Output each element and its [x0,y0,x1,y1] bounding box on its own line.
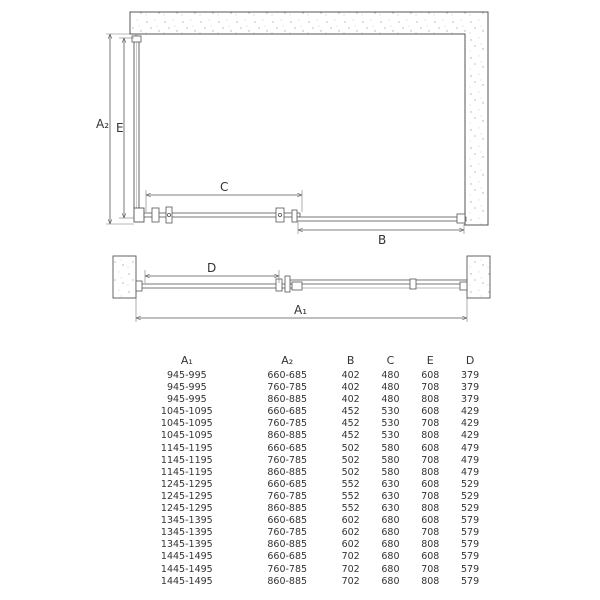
front-elevation-view [113,256,490,322]
table-cell: 1045-1095 [160,418,213,430]
table-cell: 552 [341,490,360,502]
table-cell: 502 [341,442,360,454]
table-cell: 860-885 [267,466,308,478]
table-cell: 429 [461,430,480,442]
table-cell: 760-785 [267,418,308,430]
table-cell: 1445-1495 [160,575,213,587]
column-header: A₁ [180,353,193,367]
table-cell: 708 [421,418,440,430]
table-cell: 702 [341,551,360,563]
table-cell: 552 [341,503,360,515]
table-row [130,576,490,588]
table-cell: 708 [421,490,440,502]
table-cell: 680 [381,575,400,587]
table-cell: 580 [381,466,400,478]
table-cell: 502 [341,454,360,466]
table-cell: 429 [461,406,480,418]
table-cell: 760-785 [267,527,308,539]
table-cell: 579 [461,527,480,539]
table-cell: 579 [461,539,480,551]
table-cell: 1345-1395 [160,527,213,539]
table-cell: 480 [381,394,400,406]
table-cell: 579 [461,563,480,575]
table-row [130,418,490,430]
table-row [130,527,490,539]
table-row [130,430,490,442]
table-cell: 608 [421,406,440,418]
table-cell: 452 [341,430,360,442]
right-wall-block [467,256,490,298]
table-cell: 529 [461,503,480,515]
table-cell: 552 [341,478,360,490]
table-cell: 579 [461,515,480,527]
table-cell: 760-785 [267,382,308,394]
table-cell: 379 [461,394,480,406]
side-panel-bracket [132,36,141,42]
table-cell: 660-685 [267,442,308,454]
table-cell: 1345-1395 [160,515,213,527]
table-cell: 808 [421,430,440,442]
dimension-label-d: D [207,261,217,275]
table-cell: 760-785 [267,454,308,466]
table-cell: 860-885 [267,394,308,406]
table-row [130,503,490,515]
table-cell: 1245-1295 [160,478,213,490]
table-row [130,551,490,563]
sliding-door-rail [290,280,467,284]
table-cell: 1045-1095 [160,430,213,442]
table-row [130,479,490,491]
table-cell: 579 [461,575,480,587]
table-cell: 1245-1295 [160,503,213,515]
table-row [130,539,490,551]
table-cell: 630 [381,503,400,515]
table-row [130,564,490,576]
table-header-row [130,350,490,370]
table-cell: 402 [341,394,360,406]
table-cell: 479 [461,454,480,466]
column-header: C [386,353,395,367]
table-cell: 660-685 [267,515,308,527]
table-cell: 608 [421,478,440,490]
column-header: D [465,353,475,367]
table-cell: 402 [341,382,360,394]
table-cell: 1445-1495 [160,563,213,575]
table-row [130,394,490,406]
table-cell: 1145-1195 [160,454,213,466]
column-header: A₂ [281,353,294,367]
table-cell: 402 [341,370,360,381]
table-cell: 708 [421,454,440,466]
table-cell: 945-995 [166,370,207,381]
table-cell: 429 [461,418,480,430]
table-cell: 660-685 [267,478,308,490]
table-row [130,515,490,527]
table-cell: 630 [381,490,400,502]
table-row [130,455,490,467]
table-cell: 580 [381,442,400,454]
table-cell: 630 [381,478,400,490]
table-cell: 1245-1295 [160,490,213,502]
dimension-label-a2: A₂ [96,117,110,131]
table-cell: 608 [421,442,440,454]
table-cell: 602 [341,539,360,551]
table-cell: 479 [461,442,480,454]
table-cell: 529 [461,490,480,502]
table-cell: 660-685 [267,406,308,418]
table-cell: 602 [341,527,360,539]
table-cell: 708 [421,382,440,394]
table-cell: 945-995 [166,394,207,406]
table-row [130,406,490,418]
table-cell: 680 [381,527,400,539]
table-cell: 530 [381,418,400,430]
table-cell: 708 [421,527,440,539]
table-cell: 1145-1195 [160,466,213,478]
dimension-label-b: B [378,233,387,247]
table-cell: 530 [381,430,400,442]
table-cell: 579 [461,551,480,563]
table-cell: 608 [421,515,440,527]
table-cell: 860-885 [267,503,308,515]
table-row [130,370,490,382]
table-cell: 480 [381,370,400,381]
sliding-door [296,217,466,221]
table-cell: 808 [421,466,440,478]
table-cell: 660-685 [267,551,308,563]
column-header: B [346,353,355,367]
table-cell: 860-885 [267,539,308,551]
table-cell: 608 [421,551,440,563]
dimension-table [130,350,490,588]
table-row [130,491,490,503]
table-cell: 808 [421,539,440,551]
table-cell: 379 [461,382,480,394]
left-wall-block [113,256,136,298]
table-cell: 580 [381,454,400,466]
table-cell: 680 [381,539,400,551]
table-cell: 602 [341,515,360,527]
table-cell: 1145-1195 [160,442,213,454]
table-cell: 945-995 [166,382,207,394]
table-cell: 860-885 [267,430,308,442]
table-body [130,370,490,588]
table-cell: 452 [341,418,360,430]
table-cell: 760-785 [267,490,308,502]
table-cell: 480 [381,382,400,394]
table-cell: 860-885 [267,575,308,587]
table-cell: 530 [381,406,400,418]
table-cell: 680 [381,563,400,575]
table-cell: 452 [341,406,360,418]
table-cell: 660-685 [267,370,308,381]
table-cell: 379 [461,370,480,381]
table-cell: 1345-1395 [160,539,213,551]
dimension-label-e: E [116,121,124,135]
table-cell: 1445-1495 [160,551,213,563]
table-cell: 760-785 [267,563,308,575]
fixed-panel-rail [136,284,294,288]
wall-section [130,12,488,225]
dimension-label-a1: A₁ [294,303,308,317]
table-cell: 808 [421,503,440,515]
table-cell: 608 [421,370,440,381]
table-cell: 680 [381,515,400,527]
table-cell: 680 [381,551,400,563]
table-cell: 529 [461,478,480,490]
table-cell: 808 [421,394,440,406]
dimension-label-c: C [220,180,229,194]
table-cell: 502 [341,466,360,478]
column-header: E [426,353,434,367]
table-row [130,443,490,455]
table-cell: 708 [421,563,440,575]
table-cell: 1045-1095 [160,406,213,418]
table-row [130,467,490,479]
table-cell: 479 [461,466,480,478]
corner-post [134,208,144,222]
table-row [130,382,490,394]
top-plan-view [96,12,488,247]
table-cell: 808 [421,575,440,587]
table-cell: 702 [341,563,360,575]
table-cell: 702 [341,575,360,587]
